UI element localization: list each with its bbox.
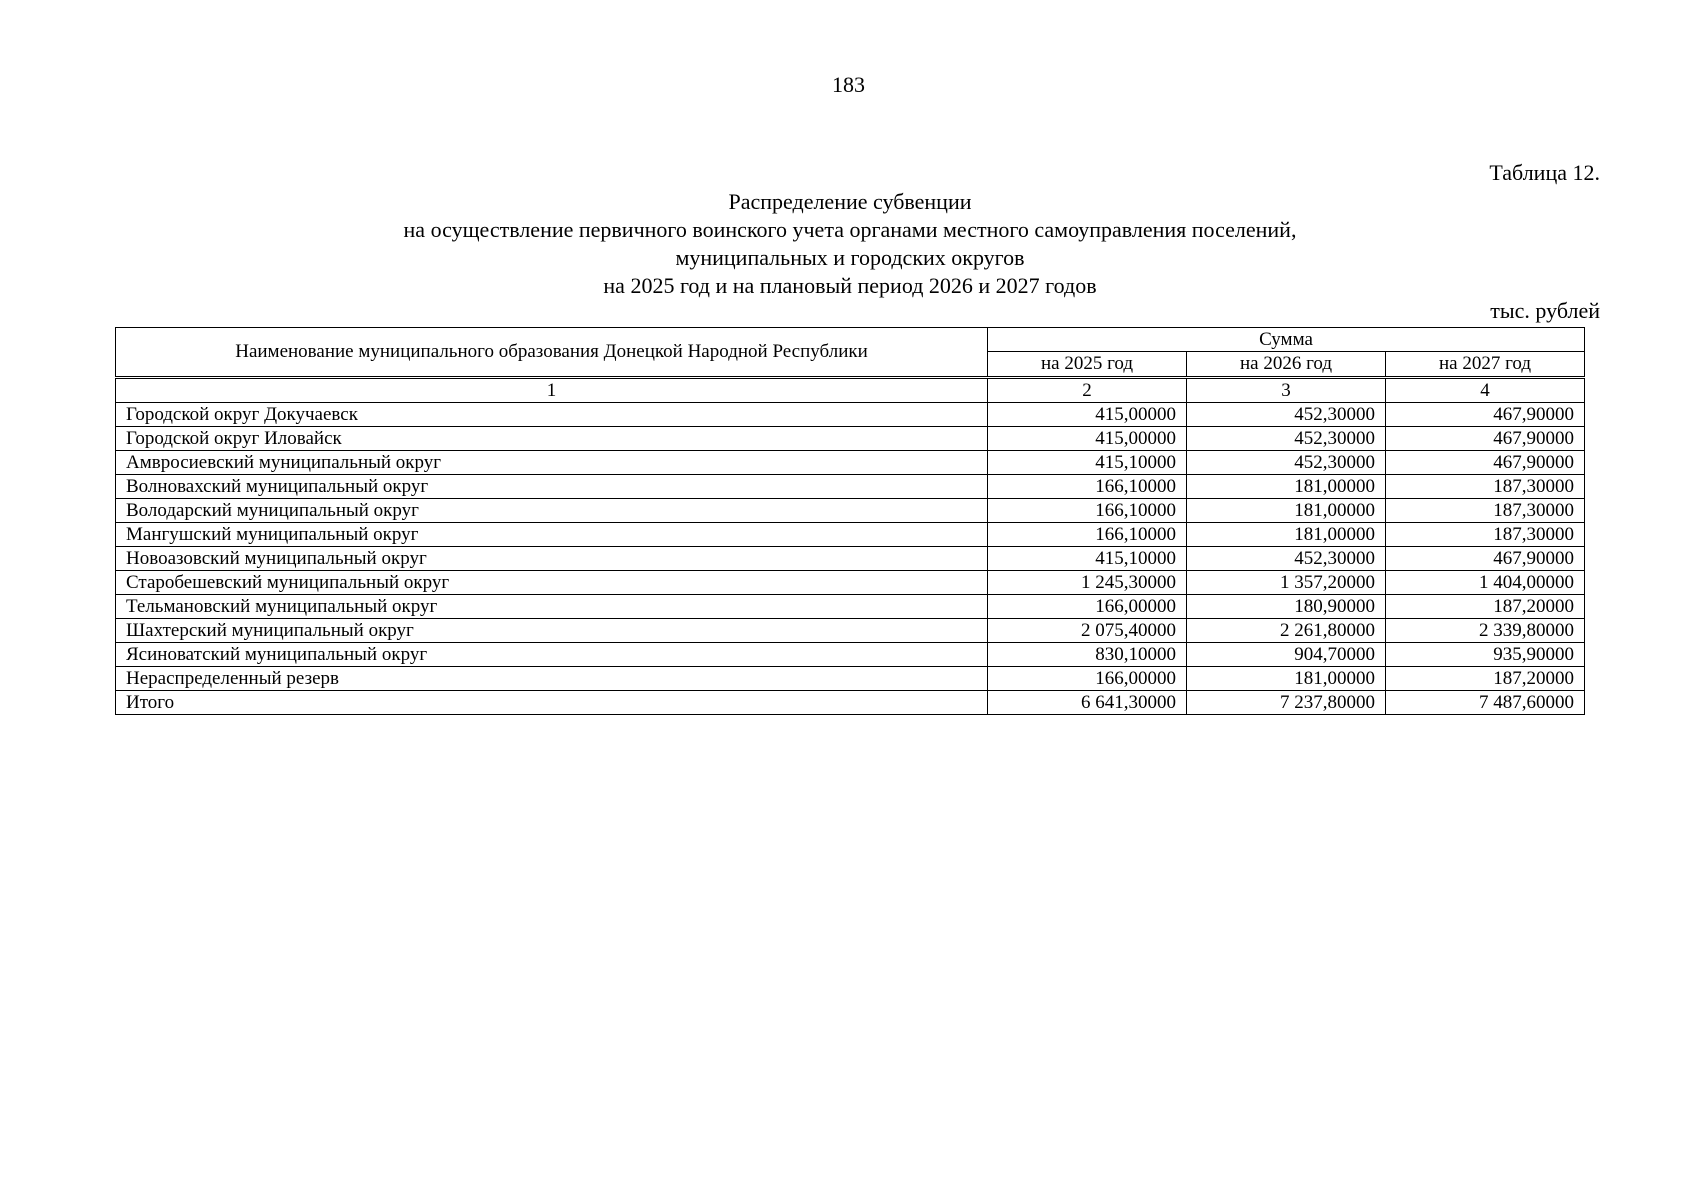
row-name: Ясиноватский муниципальный округ — [116, 643, 988, 667]
row-name: Городской округ Иловайск — [116, 427, 988, 451]
row-value-2025: 415,00000 — [988, 403, 1187, 427]
row-value-2026: 904,70000 — [1187, 643, 1386, 667]
row-value-2027: 2 339,80000 — [1386, 619, 1585, 643]
row-value-2026: 2 261,80000 — [1187, 619, 1386, 643]
row-value-2025: 830,10000 — [988, 643, 1187, 667]
column-number: 3 — [1187, 378, 1386, 403]
title-line: Распределение субвенции — [728, 189, 972, 214]
row-value-2025: 166,10000 — [988, 499, 1187, 523]
row-value-2026: 181,00000 — [1187, 667, 1386, 691]
title-line: на 2025 год и на плановый период 2026 и 2027 годов — [603, 273, 1097, 298]
row-name: Тельмановский муниципальный округ — [116, 595, 988, 619]
row-name: Амвросиевский муниципальный округ — [116, 451, 988, 475]
column-numbers-row — [116, 378, 1585, 403]
table-row — [116, 499, 1585, 523]
row-value-2027: 467,90000 — [1386, 403, 1585, 427]
column-number: 1 — [116, 378, 988, 403]
header-year-2026: на 2026 год — [1187, 352, 1386, 378]
table-row — [116, 547, 1585, 571]
row-value-2027: 467,90000 — [1386, 451, 1585, 475]
row-name: Новоазовский муниципальный округ — [116, 547, 988, 571]
row-value-2027: 935,90000 — [1386, 643, 1585, 667]
row-value-2025: 415,10000 — [988, 547, 1187, 571]
row-value-2027: 467,90000 — [1386, 427, 1585, 451]
row-value-2025: 166,00000 — [988, 667, 1187, 691]
table-row — [116, 427, 1585, 451]
table-row — [116, 523, 1585, 547]
header-year-2025: на 2025 год — [988, 352, 1187, 378]
row-value-2025: 166,00000 — [988, 595, 1187, 619]
row-name: Нераспределенный резерв — [116, 667, 988, 691]
row-value-2026: 452,30000 — [1187, 403, 1386, 427]
table-row — [116, 667, 1585, 691]
row-value-2027: 187,20000 — [1386, 595, 1585, 619]
row-value-2025: 415,00000 — [988, 427, 1187, 451]
table-row — [116, 691, 1585, 715]
table-row — [116, 595, 1585, 619]
title-line: на осуществление первичного воинского учета органами местного самоуправления поселений, — [403, 217, 1297, 242]
column-number: 4 — [1386, 378, 1585, 403]
row-name: Старобешевский муниципальный округ — [116, 571, 988, 595]
row-name: Шахтерский муниципальный округ — [116, 619, 988, 643]
row-value-2026: 7 237,80000 — [1187, 691, 1386, 715]
row-name: Володарский муниципальный округ — [116, 499, 988, 523]
title-line: муниципальных и городских округов — [675, 245, 1025, 270]
row-value-2027: 187,30000 — [1386, 499, 1585, 523]
table-row — [116, 643, 1585, 667]
table-row — [116, 475, 1585, 499]
document-title — [115, 188, 1585, 300]
table-row — [116, 619, 1585, 643]
header-sum: Сумма — [988, 328, 1585, 352]
table-row — [116, 451, 1585, 475]
row-value-2025: 1 245,30000 — [988, 571, 1187, 595]
row-name: Городской округ Докучаевск — [116, 403, 988, 427]
table-row — [116, 571, 1585, 595]
row-value-2026: 181,00000 — [1187, 523, 1386, 547]
row-value-2025: 6 641,30000 — [988, 691, 1187, 715]
column-number: 2 — [988, 378, 1187, 403]
row-value-2026: 452,30000 — [1187, 547, 1386, 571]
header-name: Наименование муниципального образования Донецкой Народной Республики — [116, 328, 988, 378]
header-year-2027: на 2027 год — [1386, 352, 1585, 378]
row-value-2026: 181,00000 — [1187, 499, 1386, 523]
row-value-2026: 452,30000 — [1187, 451, 1386, 475]
row-name: Волновахский муниципальный округ — [116, 475, 988, 499]
row-name: Мангушский муниципальный округ — [116, 523, 988, 547]
subvention-table — [115, 327, 1585, 715]
row-name: Итого — [116, 691, 988, 715]
row-value-2027: 467,90000 — [1386, 547, 1585, 571]
row-value-2027: 187,30000 — [1386, 475, 1585, 499]
row-value-2027: 7 487,60000 — [1386, 691, 1585, 715]
row-value-2025: 415,10000 — [988, 451, 1187, 475]
table-row — [116, 403, 1585, 427]
row-value-2027: 1 404,00000 — [1386, 571, 1585, 595]
row-value-2026: 180,90000 — [1187, 595, 1386, 619]
row-value-2027: 187,20000 — [1386, 667, 1585, 691]
row-value-2025: 166,10000 — [988, 475, 1187, 499]
row-value-2026: 1 357,20000 — [1187, 571, 1386, 595]
header-row — [116, 328, 1585, 352]
table-label: Таблица 12. — [1489, 160, 1600, 185]
units-label: тыс. рублей — [1490, 298, 1600, 323]
page-number: 183 — [832, 72, 865, 97]
row-value-2026: 452,30000 — [1187, 427, 1386, 451]
row-value-2026: 181,00000 — [1187, 475, 1386, 499]
row-value-2025: 2 075,40000 — [988, 619, 1187, 643]
row-value-2025: 166,10000 — [988, 523, 1187, 547]
row-value-2027: 187,30000 — [1386, 523, 1585, 547]
